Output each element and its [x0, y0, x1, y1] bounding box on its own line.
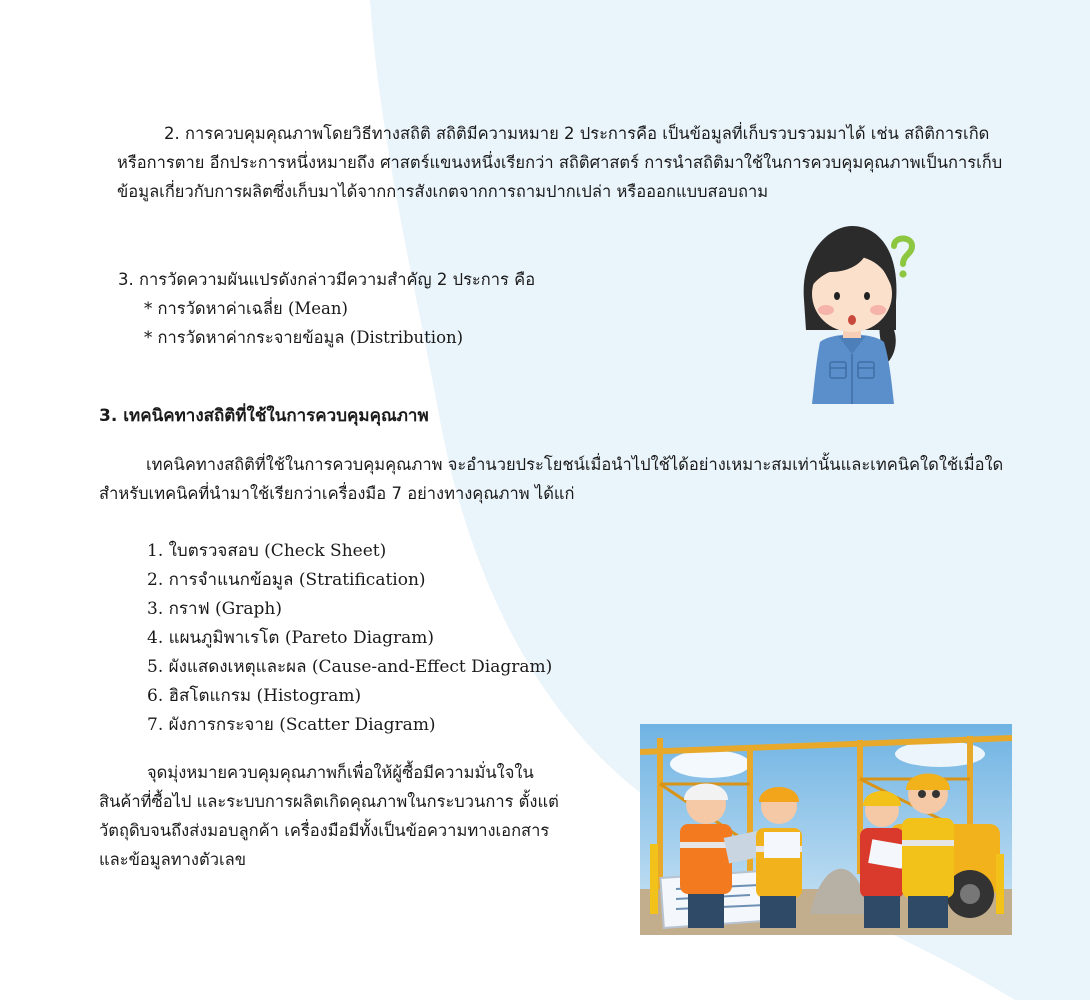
section3-block — [118, 265, 718, 352]
techniques-paragraph: เทคนิคทางสถิติที่ใช้ในการควบคุมคุณภาพ จะอำนวยประโยชน์เมื่อนำไปใช้ได้อย่างเหมาะสมเท่านั้นและเทคนิคใดใช้เมื่อใด สำหรับเทคนิคที่นำมาใช้เรียกว่าเครื่องมือ 7 อย่างทางคุณภาพ ได้แก่ — [99, 455, 1004, 503]
list-item: 3. กราฟ (Graph) — [147, 599, 282, 619]
bullet-mean: * การวัดหาค่าเฉลี่ย (Mean) — [144, 299, 348, 318]
section3-intro: 3. การวัดความผันแปรดังกล่าวมีความสำคัญ 2 ประการ คือ — [118, 270, 536, 289]
section2-paragraph: 2. การควบคุมคุณภาพโดยวิธีทางสถิติ สถิติมีความหมาย 2 ประการคือ เป็นข้อมูลที่เก็บรวบรวมมาได้ เช่น สถิติการเกิด หรือการตาย อีกประการหนึ่งหมายถึง ศาสตร์แขนงหนึ่งเรียกว่า สถิติศาสตร์ การนำสถิติมาใช้ในการควบคุมคุณภาพเป็นการเก็บข้อมูลเกี่ยวกับการผลิตซึ่งเก็บมาได้จากการสังเกตจากการถามปากเปล่า หรือออกแบบสอบถาม — [117, 124, 1003, 201]
list-item: 7. ผังการกระจาย (Scatter Diagram) — [147, 715, 436, 735]
section-heading: 3. เทคนิคทางสถิติที่ใช้ในการควบคุมคุณภาพ — [99, 406, 429, 426]
list-item: 5. ผังแสดงเหตุและผล (Cause-and-Effect Diagram) — [147, 657, 553, 677]
construction-workers-illustration — [640, 724, 1012, 935]
list-item: 1. ใบตรวจสอบ (Check Sheet) — [147, 541, 387, 561]
question-mark-icon — [894, 239, 912, 278]
conclusion-paragraph: จุดมุ่งหมายควบคุมคุณภาพก็เพื่อให้ผู้ซื้อมีความมั่นใจในสินค้าที่ซื้อไป และระบบการผลิตเกิดคุณภาพในกระบวนการ ตั้งแต่วัตถุดิบจนถึงส่งมอบลูกค้า เครื่องมือมีทั้งเป็นข้อความทางเอกสารและข้อมูลทางตัวเลข — [99, 763, 559, 869]
list-item: 6. ฮิสโตแกรม (Histogram) — [147, 686, 362, 706]
bullet-distribution: * การวัดหาค่ากระจายข้อมูล (Distribution) — [144, 328, 464, 347]
list-item: 4. แผนภูมิพาเรโต (Pareto Diagram) — [147, 628, 435, 648]
thinking-woman-icon — [790, 222, 920, 407]
quality-tools-list — [147, 537, 552, 740]
list-item: 2. การจำแนกข้อมูล (Stratification) — [147, 570, 426, 590]
